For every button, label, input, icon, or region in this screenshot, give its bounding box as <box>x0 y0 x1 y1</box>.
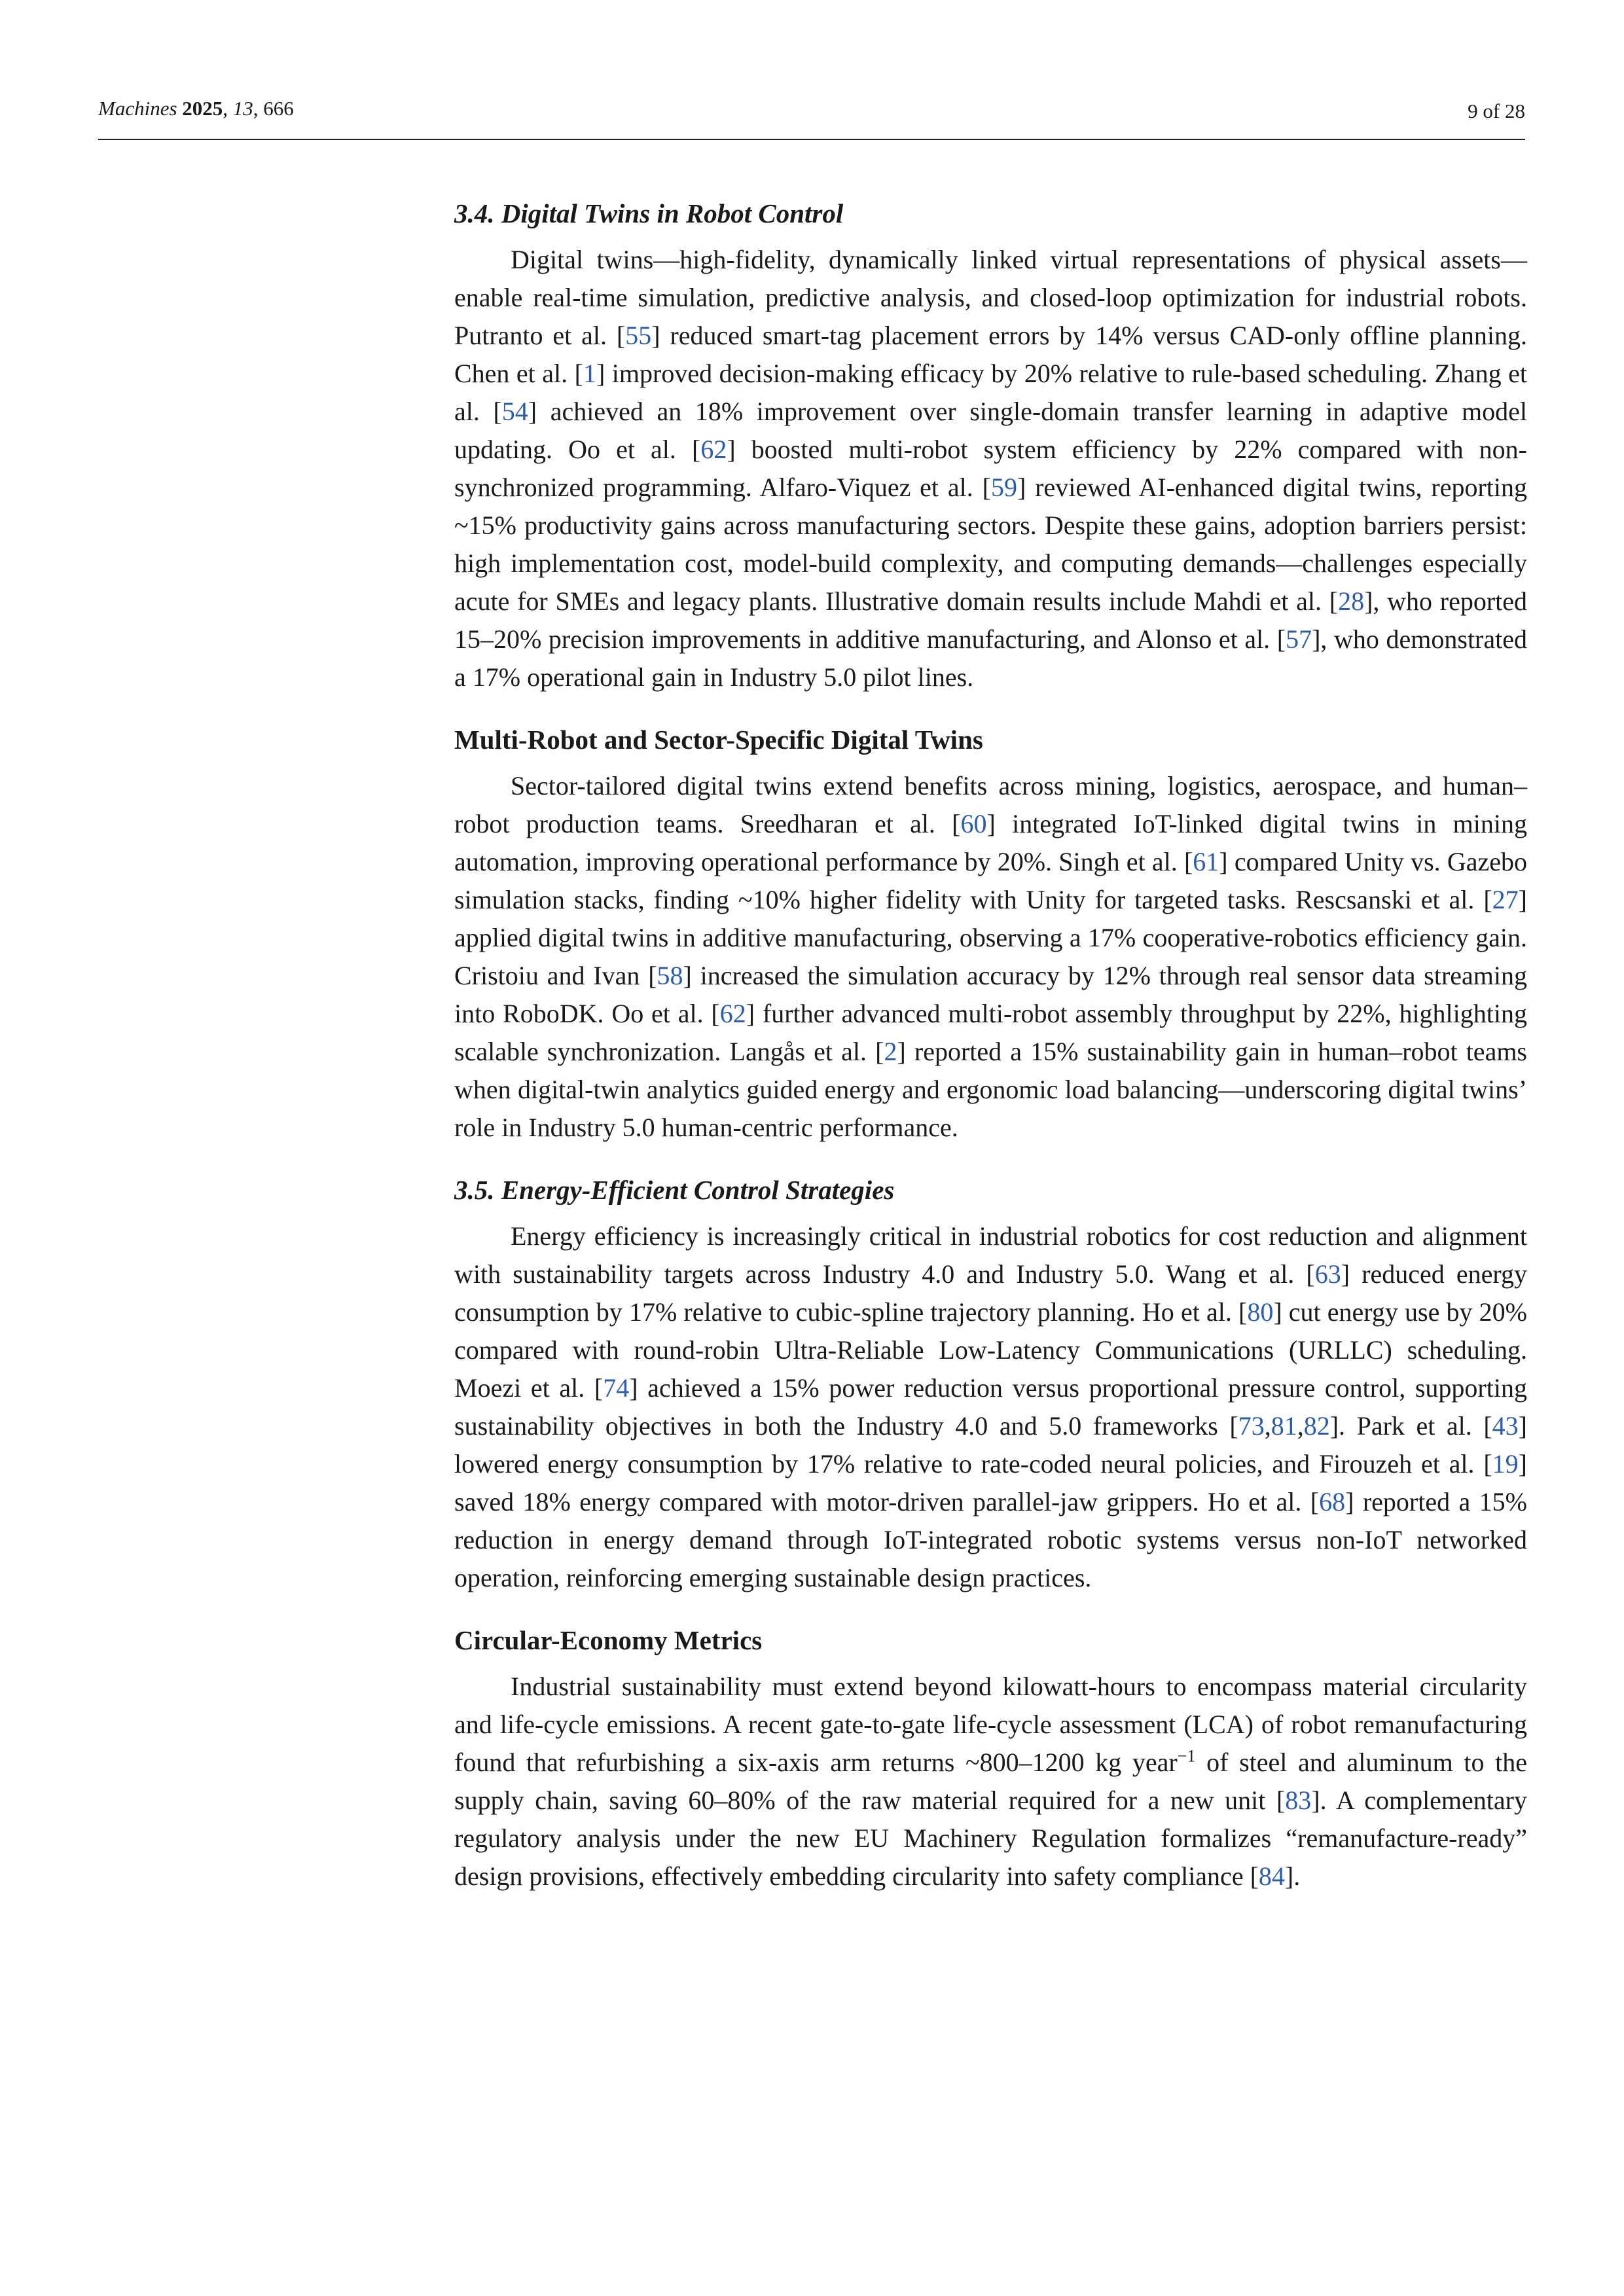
text-run: , <box>1264 1411 1271 1441</box>
citation-link[interactable]: 59 <box>990 473 1017 502</box>
paragraph-multi-robot <box>454 767 1527 1147</box>
text-run: ]. A complementary regulatory analysis under the new EU Machinery Regulation formalizes “remanufacture-ready” design provisions, effectively embedding circularity into safety compliance [ <box>454 1785 1527 1891</box>
citation-link[interactable]: 27 <box>1492 885 1519 914</box>
citation-link[interactable]: 58 <box>657 961 683 990</box>
citation-link[interactable]: 55 <box>625 321 652 350</box>
citation-link[interactable]: 2 <box>884 1037 897 1066</box>
citation-link[interactable]: 60 <box>960 809 987 838</box>
page-body <box>454 196 1527 1895</box>
section-heading-3-5: 3.5. Energy-Efficient Control Strategies <box>454 1175 895 1205</box>
text-run: ] reviewed AI-enhanced digital twins, reporting ~15% productivity gains across manufacturing sectors. Despite these gains, adoption barriers persist: high implementation cost, model-build complexity, and computing demands—challenges especially acute for SMEs and legacy plants. Illustrative domain results include Mahdi et al. [ <box>454 473 1527 616</box>
text-run: ] increased the simulation accuracy by 12% through real sensor data streaming into RoboDK. Oo et al. [ <box>454 961 1528 1028</box>
text-run: ], who reported 15–20% precision improvements in additive manufacturing, and Alonso et al. [ <box>454 586 1528 654</box>
text-run: of steel and aluminum to the supply chain, saving 60–80% of the raw material required for a new unit [ <box>454 1748 1527 1815</box>
citation-link[interactable]: 73 <box>1238 1411 1265 1441</box>
text-run: ] lowered energy consumption by 17% relative to rate-coded neural policies, and Firouzeh et al. [ <box>454 1411 1527 1479</box>
journal-name: Machines <box>98 97 177 120</box>
citation-link[interactable]: 81 <box>1271 1411 1297 1441</box>
text-run: Energy efficiency is increasingly critical in industrial robotics for cost reduction and alignment with sustainability targets across Industry 4.0 and Industry 5.0. Wang et al. [ <box>454 1221 1527 1289</box>
citation-link[interactable]: 84 <box>1258 1861 1285 1891</box>
journal-citation: Machines 2025, 13, 666 <box>98 97 294 120</box>
text-run: ] reported a 15% reduction in energy demand through IoT-integrated robotic systems versus non-IoT networked operation, reinforcing emerging sustainable design practices. <box>454 1487 1528 1592</box>
text-run: ] achieved an 18% improvement over single-domain transfer learning in adaptive model updating. Oo et al. [ <box>454 397 1527 464</box>
text-run: ] reduced smart-tag placement errors by 14% versus CAD-only offline planning. Chen et al. [ <box>454 321 1527 388</box>
paragraph-energy-efficiency <box>454 1217 1527 1597</box>
running-header <box>98 96 1525 140</box>
journal-year: 2025 <box>182 97 223 120</box>
citation-link[interactable]: 82 <box>1303 1411 1330 1441</box>
text-run: ] further advanced multi-robot assembly throughput by 22%, highlighting scalable synchronization. Langås et al. [ <box>454 999 1528 1066</box>
superscript-exponent: −1 <box>1177 1746 1196 1766</box>
journal-volume: 13 <box>232 97 253 120</box>
text-run: ] boosted multi-robot system efficiency by 22% compared with non-synchronized programming. Alfaro-Viquez et al. [ <box>454 435 1528 502</box>
citation-link[interactable]: 54 <box>501 397 528 426</box>
subsection-heading-multi-robot: Multi-Robot and Sector-Specific Digital Twins <box>454 725 983 755</box>
text-run: ] cut energy use by 20% compared with round-robin Ultra-Reliable Low-Latency Communications (URLLC) scheduling. Moezi et al. [ <box>454 1297 1527 1403</box>
text-run: ] compared Unity vs. Gazebo simulation stacks, finding ~10% higher fidelity with Unity for targeted tasks. Rescsanski et al. [ <box>454 847 1527 914</box>
subsection-heading-circular-economy: Circular-Economy Metrics <box>454 1625 763 1655</box>
citation-link[interactable]: 63 <box>1314 1259 1341 1289</box>
text-run: Sector-tailored digital twins extend benefits across mining, logistics, aerospace, and human–robot production teams. Sreedharan et al. [ <box>454 771 1527 838</box>
text-run: ]. Park et al. [ <box>1329 1411 1492 1441</box>
text-run: , <box>1297 1411 1304 1441</box>
text-run: ]. <box>1284 1861 1301 1891</box>
citation-link[interactable]: 74 <box>603 1373 630 1403</box>
text-run: ] improved decision-making efficacy by 20% relative to rule-based scheduling. Zhang et al. [ <box>454 359 1527 426</box>
text-run: ] achieved a 15% power reduction versus proportional pressure control, supporting sustainability objectives in both the Industry 4.0 and 5.0 frameworks [ <box>454 1373 1527 1441</box>
citation-link[interactable]: 1 <box>583 359 596 388</box>
citation-link[interactable]: 62 <box>700 435 727 464</box>
text-run: ] integrated IoT-linked digital twins in mining automation, improving operational performance by 20%. Singh et al. [ <box>454 809 1527 876</box>
citation-link[interactable]: 80 <box>1247 1297 1274 1327</box>
text-run: Digital twins—high-fidelity, dynamically linked virtual representations of physical assets—enable real-time simulation, predictive analysis, and closed-loop optimization for industrial robots. Putranto et al. [ <box>454 245 1527 350</box>
text-run: ] reduced energy consumption by 17% relative to cubic-spline trajectory planning. Ho et al. [ <box>454 1259 1527 1327</box>
text-run: ] applied digital twins in additive manufacturing, observing a 17% cooperative-robotics efficiency gain. Cristoiu and Ivan [ <box>454 885 1527 990</box>
text-run: ] saved 18% energy compared with motor-driven parallel-jaw grippers. Ho et al. [ <box>454 1449 1527 1516</box>
paragraph-digital-twins <box>454 241 1527 696</box>
citation-link[interactable]: 68 <box>1319 1487 1346 1516</box>
page-number: 9 of 28 <box>1468 99 1525 122</box>
article-number: 666 <box>263 97 294 120</box>
text-run: ], who demonstrated a 17% operational gain in Industry 5.0 pilot lines. <box>454 624 1527 692</box>
paragraph-circular-economy <box>454 1668 1527 1895</box>
text-run: ] reported a 15% sustainability gain in human–robot teams when digital-twin analytics guided energy and ergonomic load balancing—underscoring digital twins’ role in Industry 5.0 human-centric performance. <box>454 1037 1527 1142</box>
citation-link[interactable]: 43 <box>1492 1411 1519 1441</box>
citation-link[interactable]: 57 <box>1286 624 1312 654</box>
citation-link[interactable]: 83 <box>1285 1785 1312 1815</box>
text-run: Industrial sustainability must extend beyond kilowatt-hours to encompass material circularity and life-cycle emissions. A recent gate-to-gate life-cycle assessment (LCA) of robot remanufacturing found that refurbishing a six-axis arm returns ~800–1200 kg year <box>454 1672 1527 1777</box>
citation-link[interactable]: 19 <box>1492 1449 1519 1479</box>
section-heading-3-4: 3.4. Digital Twins in Robot Control <box>454 198 844 228</box>
citation-link[interactable]: 62 <box>719 999 746 1028</box>
citation-link[interactable]: 28 <box>1338 586 1365 616</box>
citation-link[interactable]: 61 <box>1193 847 1219 876</box>
